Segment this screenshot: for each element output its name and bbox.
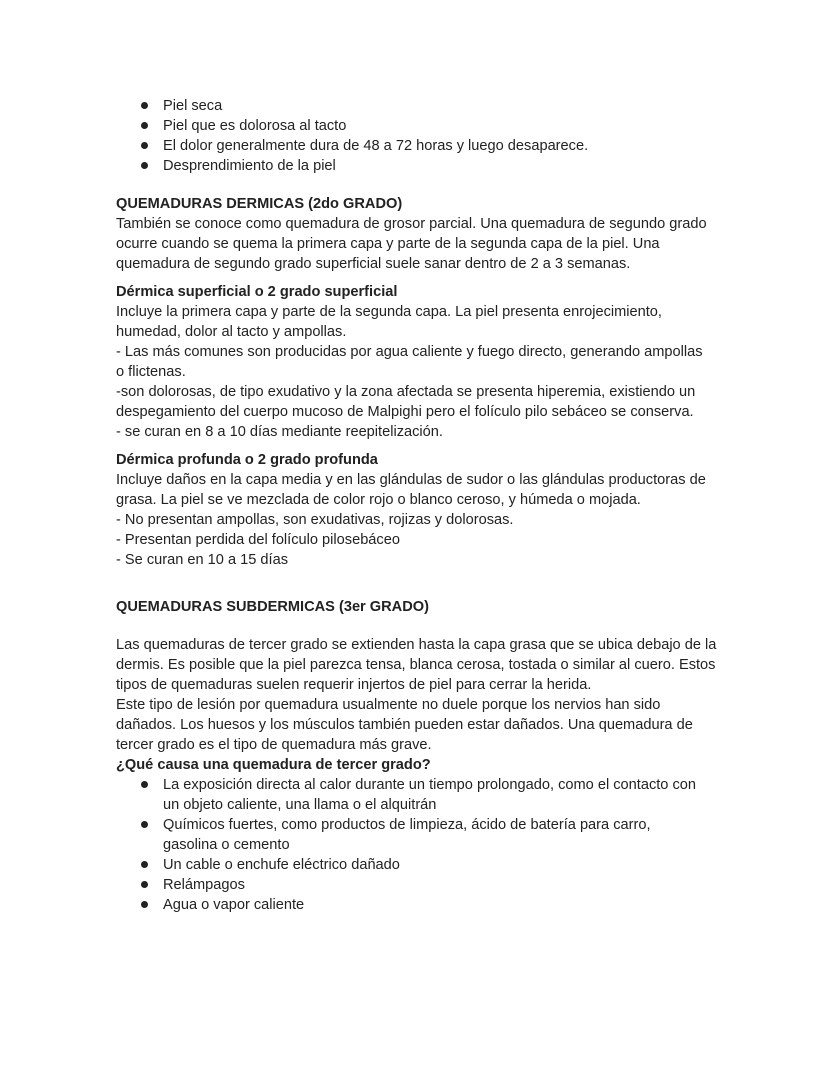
- paragraph-line: Las quemaduras de tercer grado se extienden hasta la capa grasa que se ubica debajo de la: [116, 637, 717, 653]
- superficial-section: [116, 282, 716, 442]
- paragraph-line: - Se curan en 10 a 15 días: [116, 552, 288, 568]
- subsection-heading: Dérmica superficial o 2 grado superficial: [116, 284, 398, 300]
- bullet-icon: [141, 861, 148, 868]
- paragraph-line: - se curan en 8 a 10 días mediante reepitelización.: [116, 424, 443, 440]
- list-item: Relámpagos: [116, 875, 716, 895]
- bullet-icon: [141, 122, 148, 129]
- paragraph-line: -son dolorosas, de tipo exudativo y la zona afectada se presenta hiperemia, existiendo un: [116, 384, 696, 400]
- section-heading: QUEMADURAS SUBDERMICAS (3er GRADO): [116, 599, 429, 615]
- paragraph-line: despegamiento del cuerpo mucoso de Malpighi pero el folículo pilo sebáceo se conserva.: [116, 404, 694, 420]
- document-content: [116, 96, 716, 915]
- bullet-icon: [141, 881, 148, 888]
- bullet-icon: [141, 781, 148, 788]
- bullet-icon: [141, 102, 148, 109]
- paragraph-line: - Presentan perdida del folículo pilosebáceo: [116, 532, 400, 548]
- subsection-heading: Dérmica profunda o 2 grado profunda: [116, 452, 378, 468]
- paragraph-line: - No presentan ampollas, son exudativas, rojizas y dolorosas.: [116, 512, 514, 528]
- subsection-heading: ¿Qué causa una quemadura de tercer grado?: [116, 757, 431, 773]
- causes-list: [116, 775, 716, 915]
- list-item: El dolor generalmente dura de 48 a 72 horas y luego desaparece.: [116, 136, 716, 156]
- bullet-icon: [141, 901, 148, 908]
- list-item: Desprendimiento de la piel: [116, 156, 716, 176]
- paragraph-line: humedad, dolor al tacto y ampollas.: [116, 324, 347, 340]
- first-degree-symptoms-list: [116, 96, 716, 176]
- subdermicas-paragraph: [116, 635, 716, 755]
- section-heading: QUEMADURAS DERMICAS (2do GRADO): [116, 196, 403, 212]
- list-item: Un cable o enchufe eléctrico dañado: [116, 855, 716, 875]
- paragraph-line: dañados. Los huesos y los músculos también pueden estar dañados. Una quemadura de: [116, 717, 693, 733]
- list-item: Piel que es dolorosa al tacto: [116, 116, 716, 136]
- paragraph-line: ocurre cuando se quema la primera capa y parte de la segunda capa de la piel. Una: [116, 236, 660, 252]
- profunda-section: [116, 450, 716, 570]
- list-item: Químicos fuertes, como productos de limpieza, ácido de batería para carro, gasolina o cemento: [116, 815, 716, 855]
- paragraph-line: dermis. Es posible que la piel parezca tensa, blanca cerosa, tostada o similar al cuero. Estos: [116, 657, 716, 673]
- paragraph-line: Este tipo de lesión por quemadura usualmente no duele porque los nervios han sido: [116, 697, 661, 713]
- bullet-icon: [141, 162, 148, 169]
- dermicas-section: [116, 194, 716, 274]
- subdermicas-section: [116, 597, 716, 915]
- bullet-icon: [141, 821, 148, 828]
- paragraph-line: - Las más comunes son producidas por agua caliente y fuego directo, generando ampollas: [116, 344, 703, 360]
- paragraph-line: Incluye daños en la capa media y en las glándulas de sudor o las glándulas productoras de: [116, 472, 706, 488]
- bullet-icon: [141, 142, 148, 149]
- paragraph-line: También se conoce como quemadura de grosor parcial. Una quemadura de segundo grado: [116, 216, 707, 232]
- list-item: La exposición directa al calor durante un tiempo prolongado, como el contacto con un objeto caliente, una llama o el alquitrán: [116, 775, 716, 815]
- paragraph-line: Incluye la primera capa y parte de la segunda capa. La piel presenta enrojecimiento,: [116, 304, 662, 320]
- paragraph-line: grasa. La piel se ve mezclada de color rojo o blanco ceroso, y húmeda o mojada.: [116, 492, 641, 508]
- list-item: Piel seca: [116, 96, 716, 116]
- paragraph-line: tipos de quemaduras suelen requerir injertos de piel para cerrar la herida.: [116, 677, 592, 693]
- list-item: Agua o vapor caliente: [116, 895, 716, 915]
- paragraph-line: quemadura de segundo grado superficial suele sanar dentro de 2 a 3 semanas.: [116, 256, 631, 272]
- paragraph-line: o flictenas.: [116, 364, 186, 380]
- paragraph-line: tercer grado es el tipo de quemadura más grave.: [116, 737, 432, 753]
